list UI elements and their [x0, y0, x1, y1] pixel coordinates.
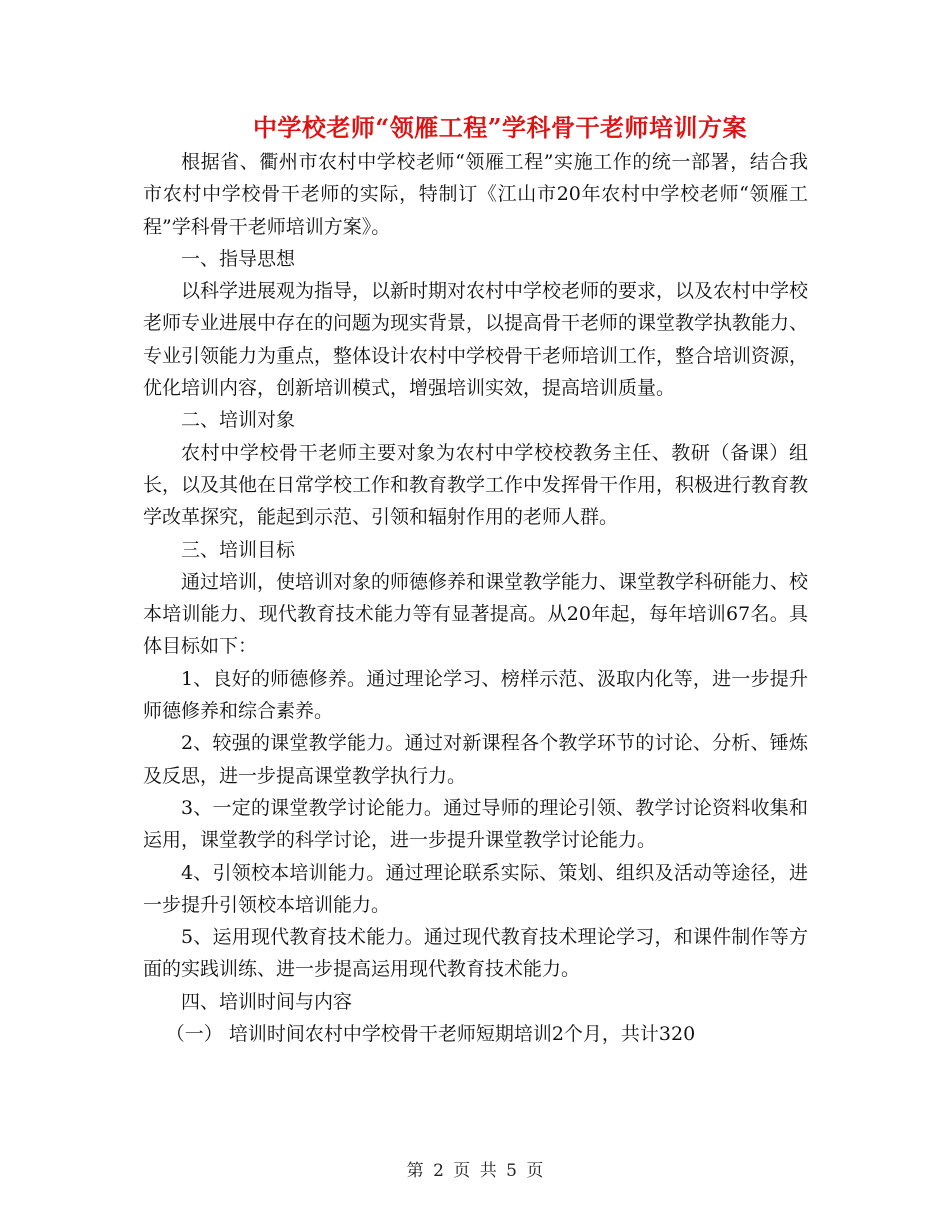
document-body: [143, 146, 808, 1050]
section-heading-time-content: 四、培训时间与内容: [181, 990, 353, 1013]
goal-item-1: 1、良好的师德修养。通过理论学习、榜样示范、汲取内化等，进一步提升师德修养和综合素养。: [143, 667, 808, 723]
goal-item-3: 3、一定的课堂教学讨论能力。通过导师的理论引领、教学讨论资料收集和运用，课堂教学的科学讨论，进一步提升课堂教学讨论能力。: [143, 796, 808, 852]
paragraph-training-goals: 通过培训，使培训对象的师德修养和课堂教学能力、课堂教学科研能力、校本培训能力、现代教育技术能力等有显著提高。从20年起，每年培训67名。具体目标如下：: [143, 570, 809, 658]
paragraph-intro: 根据省、衢州市农村中学校老师“领雁工程”实施工作的统一部署，结合我市农村中学校骨干老师的实际，特制订《江山市20年农村中学校老师“领雁工程”学科骨干老师培训方案》。: [143, 151, 808, 238]
goal-item-4: 4、引领校本培训能力。通过理论联系实际、策划、组织及活动等途径，进一步提升引领校本培训能力。: [143, 861, 808, 916]
paragraph-training-target: 农村中学校骨干老师主要对象为农村中学校校教务主任、教研（备课）组长，以及其他在日常学校工作和教育教学工作中发挥骨干作用，积极进行教育教学改革探究，能起到示范、引领和辐射作用的老师人群。: [143, 441, 809, 529]
section-heading-training-target: 二、培训对象: [181, 409, 296, 432]
page-footer: 第 2 页 共 5 页: [406, 1161, 544, 1181]
section-heading-training-goals: 三、培训目标: [181, 538, 296, 561]
goal-item-5: 5、运用现代教育技术能力。通过现代教育技术理论学习，和课件制作等方面的实践训练、进一步提高运用现代教育技术能力。: [143, 926, 808, 981]
goal-item-2: 2、较强的课堂教学能力。通过对新课程各个教学环节的讨论、分析、锤炼及反思，进一步提高课堂教学执行力。: [143, 732, 808, 787]
paragraph-training-time: （一） 培训时间农村中学校骨干老师短期培训2个月，共计320: [165, 1023, 696, 1046]
document-title: 中学校老师“领雁工程”学科骨干老师培训方案: [252, 113, 748, 142]
paragraph-guiding-ideology: 以科学进展观为指导，以新时期对农村中学校老师的要求，以及农村中学校老师专业进展中存在的问题为现实背景，以提高骨干老师的课堂教学执教能力、专业引领能力为重点，整体设计农村中学校骨干老师培训工作，整合培训资源，优化培训内容，创新培训模式，增强培训实效，提高培训质量。: [143, 280, 809, 400]
section-heading-guiding-ideology: 一、指导思想: [181, 247, 296, 270]
